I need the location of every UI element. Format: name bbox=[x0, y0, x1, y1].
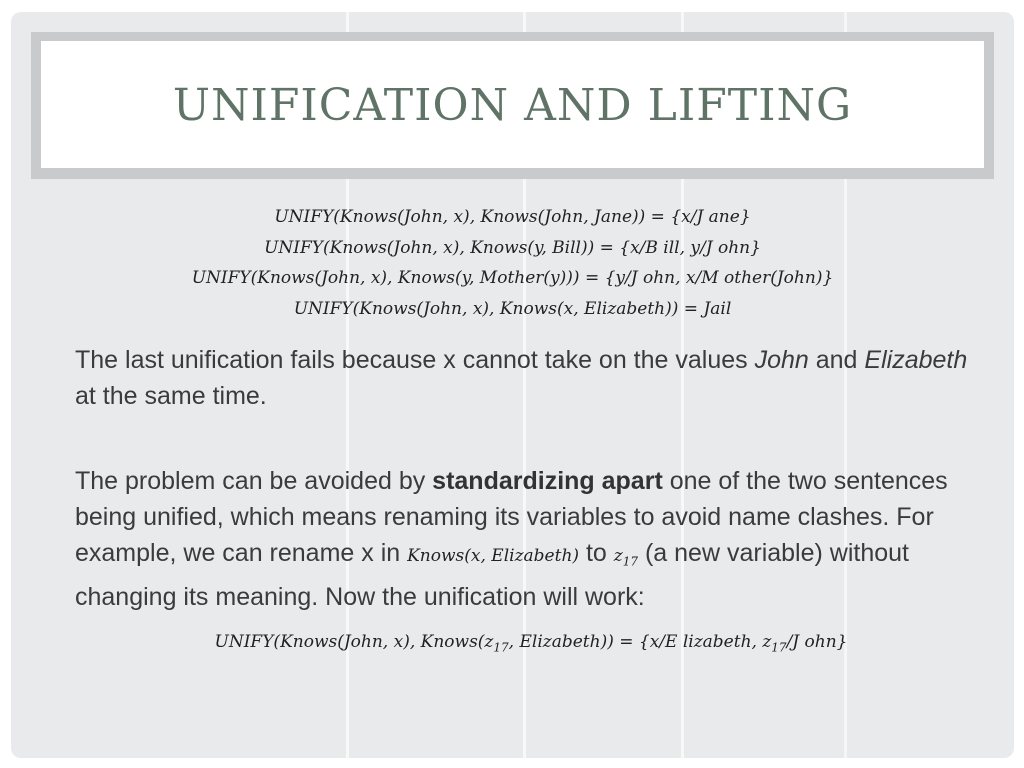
unify-example-3: UNIFY(Knows(John, x), Knows(y, Mother(y))) = {y/J ohn, x/M other(John)} bbox=[191, 268, 834, 288]
unify-example-2: UNIFY(Knows(John, x), Knows(y, Bill)) = {x/B ill, y/J ohn} bbox=[264, 237, 761, 258]
p2-math-z: z bbox=[613, 546, 623, 566]
p2-math-knows: Knows(x, Elizabeth) bbox=[407, 546, 580, 566]
final-formula-a: UNIFY(Knows(John, x), Knows(z bbox=[214, 632, 494, 652]
paragraph-failure-explanation bbox=[75, 342, 975, 414]
final-formula-c: /J ohn} bbox=[786, 632, 848, 652]
p2-math-z17 bbox=[613, 546, 639, 569]
title-box bbox=[41, 41, 984, 168]
final-formula-sub1: 17 bbox=[493, 640, 509, 655]
p2-text-3: to bbox=[579, 539, 614, 567]
unify-example-4: UNIFY(Knows(John, x), Knows(x, Elizabeth)) = Jail bbox=[293, 298, 732, 319]
title-frame bbox=[31, 32, 994, 179]
p1-text-3: at the same time. bbox=[75, 382, 267, 410]
slide-title: UNIFICATION AND LIFTING bbox=[172, 80, 853, 131]
unify-examples bbox=[11, 202, 1014, 324]
p2-text-4: (a new variable) without changing its meaning. Now the unification will work: bbox=[75, 539, 909, 612]
p1-text-1: The last unification fails because x cannot take on the values bbox=[75, 346, 755, 374]
final-formula-sub2: 17 bbox=[771, 640, 787, 655]
p2-text-1: The problem can be avoided by bbox=[75, 467, 433, 495]
unify-standardized-example bbox=[11, 632, 1014, 654]
p2-bold-term: standardizing apart bbox=[432, 467, 663, 495]
p2-text-2: one of the two sentences being unified, which means renaming its variables to avoid name clashes. For example, we can rename x in bbox=[75, 467, 948, 567]
p1-name-john: John bbox=[754, 346, 809, 374]
p2-math-z-subscript: 17 bbox=[622, 554, 639, 569]
p1-text-2: and bbox=[808, 346, 865, 374]
final-formula-b: , Elizabeth)) = {x/E lizabeth, z bbox=[508, 632, 772, 652]
p1-name-elizabeth: Elizabeth bbox=[864, 346, 968, 374]
slide bbox=[11, 12, 1014, 758]
paragraph-standardizing-apart bbox=[75, 463, 975, 615]
unify-example-1: UNIFY(Knows(John, x), Knows(John, Jane)) = {x/J ane} bbox=[274, 207, 751, 227]
